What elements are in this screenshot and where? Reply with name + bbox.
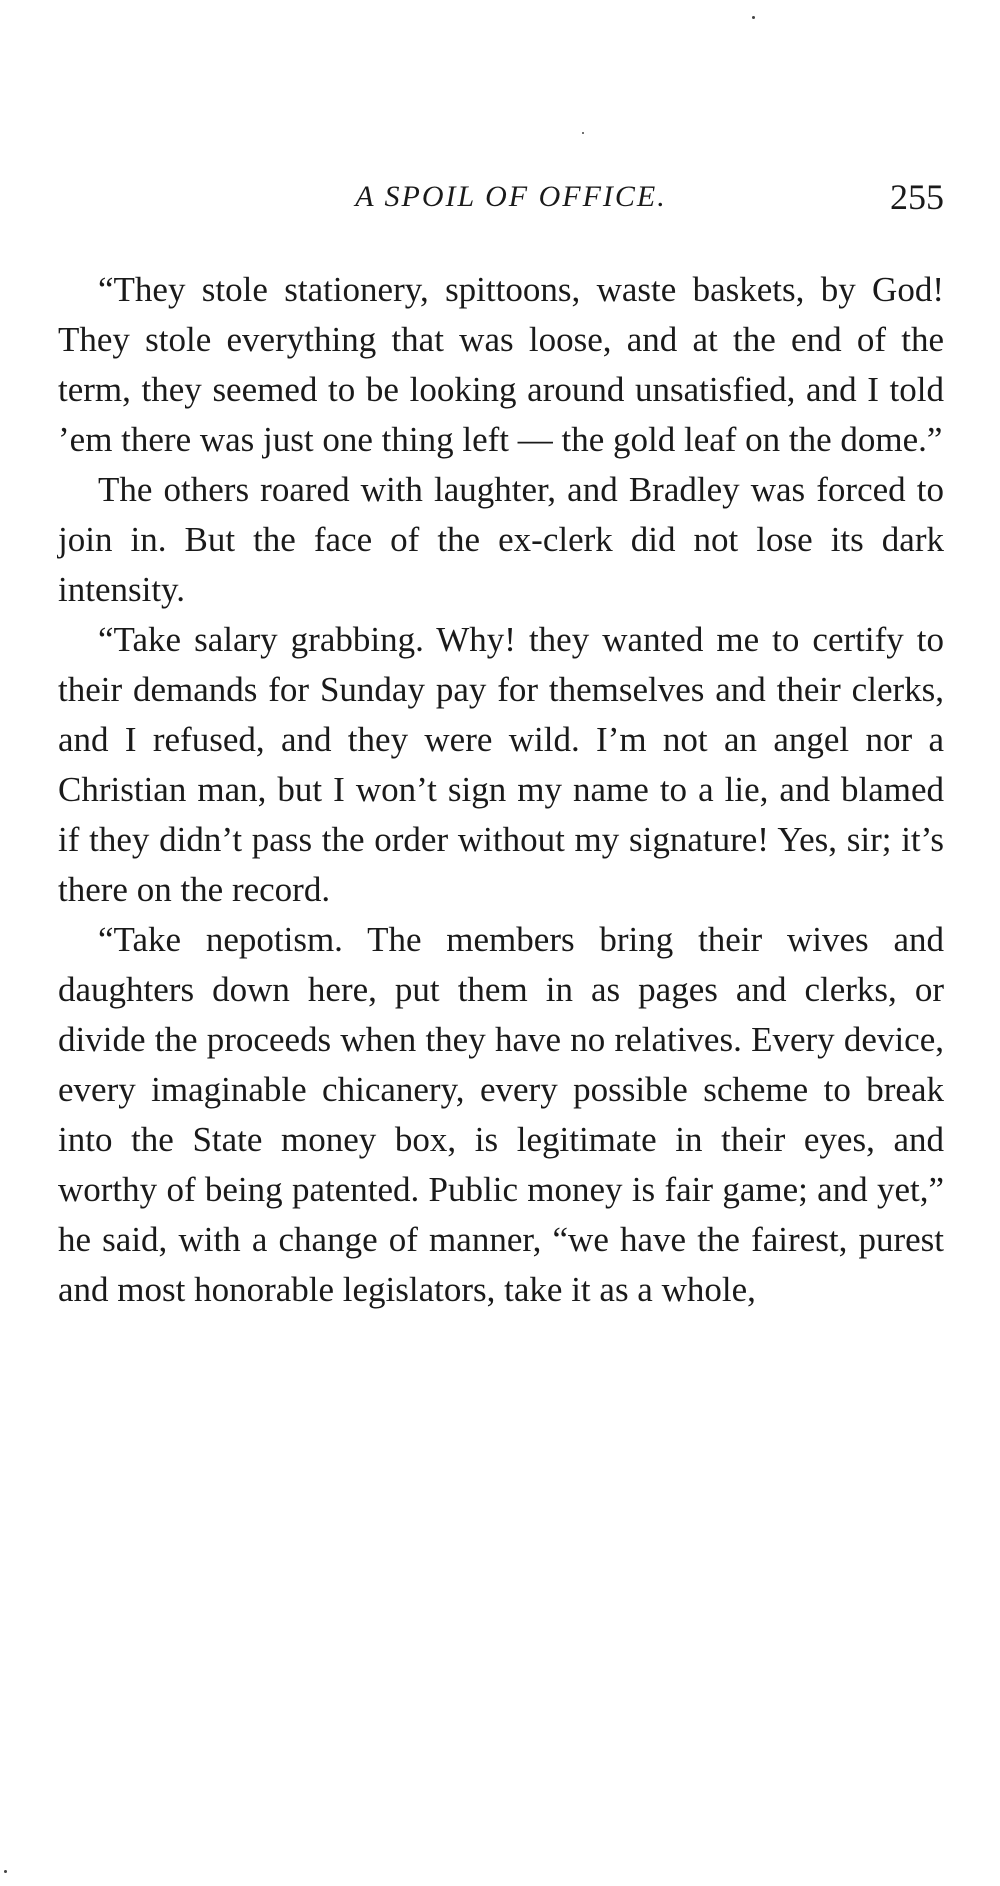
paragraph-2: The others roared with laughter, and Bradley was forced to join in. But the face of the ex-clerk did not lose its dark intensity.	[58, 470, 944, 609]
paragraph-4: “Take nepotism. The members bring their wives and daughters down here, put them in as pages and clerks, or divide the proceeds when they have no relatives. Every device, every imaginable chicanery, every possible scheme to break into the State money box, is legitimate in their eyes, and worthy of being patented. Public money is fair game; and yet,” he said, with a change of manner, “we have the fairest, purest and most honorable legislators, take it as a whole,	[58, 920, 944, 1309]
running-title: A SPOIL OF OFFICE.	[355, 180, 667, 213]
print-speck	[752, 16, 755, 19]
page-number: 255	[890, 177, 944, 217]
body-text	[58, 265, 944, 1315]
running-header	[58, 172, 944, 222]
paragraph-1: “They stole stationery, spittoons, waste baskets, by God! They stole everything that was loose, and at the end of the term, they seemed to be looking around unsatisfied, and I told ’em there was just one thing left — the gold leaf on the dome.”	[58, 270, 944, 459]
print-speck	[582, 132, 584, 134]
paragraph-3: “Take salary grabbing. Why! they wanted me to certify to their demands for Sunday pay for themselves and their clerks, and I refused, and they were wild. I’m not an angel nor a Christian man, but I won’t sign my name to a lie, and blamed if they didn’t pass the order without my signature! Yes, sir; it’s there on the record.	[58, 620, 944, 909]
print-speck	[4, 1870, 7, 1873]
